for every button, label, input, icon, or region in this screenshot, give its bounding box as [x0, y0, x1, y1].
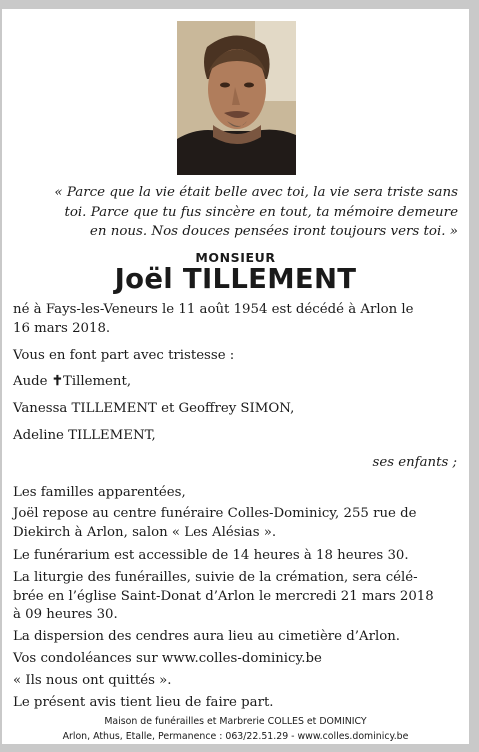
footer-line: Arlon, Athus, Etalle, Permanence : 063/22.51.29 - www.colles.dominicy.be: [62, 731, 409, 742]
liturgy-line: à 09 heures 30.: [13, 607, 118, 622]
liturgy-text: [13, 569, 461, 625]
obituary-card: [2, 9, 469, 744]
deceased-name: Joël TILLEMENT: [114, 263, 357, 295]
saying-text: « Ils nous ont quittés ».: [13, 673, 172, 688]
rest-text: [13, 505, 461, 542]
birth-line: né à Fays-les-Veneurs le 11 août 1954 est décédé à Arlon le: [13, 302, 414, 317]
footer-line: Maison de funérailles et Marbrerie COLLES et DOMINICY: [104, 716, 367, 727]
quote-block: [42, 183, 458, 242]
family-member-vanessa: Vanessa TILLEMENT et Geoffrey SIMON,: [13, 401, 295, 416]
announcement-text: Vous en font part avec tristesse :: [13, 348, 235, 363]
ashes-text: La dispersion des cendres aura lieu au cimetière d’Arlon.: [13, 629, 401, 644]
liturgy-line: brée en l’église Saint-Donat d’Arlon le mercredi 21 mars 2018: [13, 588, 434, 604]
birth-line: 16 mars 2018.: [13, 320, 111, 336]
aude-last-name: Tillement,: [62, 374, 132, 389]
liturgy-line: La liturgie des funérailles, suivie de la crémation, sera célé-: [13, 570, 418, 585]
family-member-aude: [13, 373, 461, 392]
rest-line: Diekirch à Arlon, salon « Les Alésias ».: [13, 524, 277, 540]
family-relation: ses enfants ;: [372, 455, 457, 470]
funeral-home-footer: [2, 714, 469, 744]
hours-text: Le funérarium est accessible de 14 heures à 18 heures 30.: [13, 548, 409, 563]
family-member-adeline: Adeline TILLEMENT,: [13, 428, 156, 443]
condolences-text: Vos condoléances sur www.colles-dominicy.be: [13, 651, 322, 666]
cross-icon: ✝: [51, 374, 63, 389]
portrait-photo: [177, 21, 296, 175]
portrait-image: [177, 21, 296, 175]
relatives-text: Les familles apparentées,: [13, 485, 186, 500]
rest-line: Joël repose au centre funéraire Colles-Dominicy, 255 rue de: [13, 506, 417, 521]
notice-text: Le présent avis tient lieu de faire part.: [13, 695, 274, 710]
quote-line: en nous. Nos douces pensées iront toujours vers toi. »: [89, 224, 458, 239]
birth-death-text: [13, 301, 461, 338]
aude-first-name: Aude: [13, 374, 48, 389]
honorific-heading: MONSIEUR: [195, 250, 276, 265]
quote-line: « Parce que la vie était belle avec toi, la vie sera triste sans: [54, 185, 458, 200]
quote-line: toi. Parce que tu fus sincère en tout, ta mémoire demeure: [64, 204, 458, 220]
